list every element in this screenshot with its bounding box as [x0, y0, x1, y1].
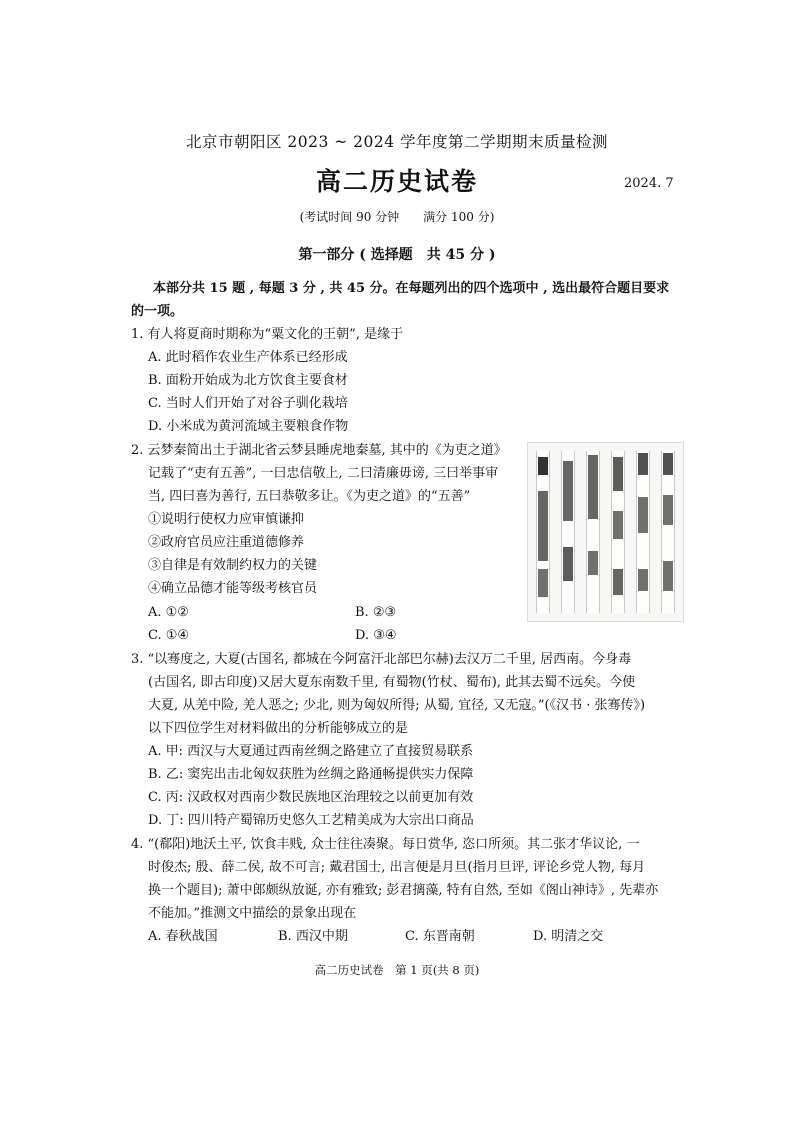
question-stem: 2. 云梦秦简出土于湖北省云梦县睡虎地秦墓, 其中的《为吏之道》	[131, 443, 507, 458]
bamboo-slip	[586, 451, 600, 613]
paper-title: 高二历史试卷	[315, 167, 478, 196]
statement-2: ②政府官员应注重道德修养	[148, 535, 305, 550]
question-stem-cont: 当, 四曰喜为善行, 五曰恭敬多让。《为吏之道》的“五善”	[148, 489, 471, 504]
option-c: C. 丙: 汉政权对西南少数民族地区治理较之以前更加有效	[148, 790, 474, 805]
bamboo-slips-image	[527, 442, 684, 622]
option-c: C. 东晋南朝	[405, 929, 475, 944]
bamboo-slip	[661, 451, 675, 613]
option-b: B. ②③	[355, 605, 397, 620]
option-c: C. ①④	[148, 628, 190, 643]
section-title: 第一部分 ( 选择题 共 45 分 )	[298, 247, 496, 263]
statement-1: ①说明行使权力应审慎谦抑	[148, 512, 305, 527]
option-d: D. ③④	[355, 628, 397, 643]
question-stem-cont: 换一个题目); 萧中郎颇纵放诞, 亦有雅致; 彭君摛藻, 特有自然, 至如《阁山神诗》, 先辈亦	[148, 883, 659, 898]
option-a: A. ①②	[148, 605, 189, 620]
option-d: D. 小米成为黄河流域主要粮食作物	[148, 419, 349, 434]
question-stem-cont: 不能加。”推测文中描绘的景象出现在	[148, 906, 357, 921]
exam-title: 北京市朝阳区 2023 ~ 2024 学年度第二学期期末质量检测	[185, 133, 609, 151]
question-stem-cont: (古国名, 即古印度)又居大夏东南数千里, 有蜀物(竹杖、蜀布), 此其去蜀不远矣。今使	[148, 675, 636, 690]
question-stem: 1. 有人将夏商时期称为“粟文化的王朝”, 是缘于	[131, 327, 404, 342]
question-stem-cont: 以下四位学生对材料做出的分析能够成立的是	[148, 721, 409, 736]
question-stem-cont: 记载了“吏有五善”, 一曰忠信敬上, 二曰清廉毋谤, 三曰举事审	[148, 466, 499, 481]
exam-date: 2024. 7	[624, 176, 674, 191]
question-stem: 3. “以骞度之, 大夏(古国名, 都城在今阿富汗北部巴尔赫)去汉万二千里, 居西南。今身毒	[131, 652, 632, 667]
statement-3: ③自律是有效制约权力的关键	[148, 558, 318, 573]
section-instructions-cont: 的一项。	[131, 304, 184, 319]
option-a: A. 春秋战国	[148, 929, 218, 944]
page-footer: 高二历史试卷 第 1 页(共 8 页)	[314, 963, 480, 977]
question-stem-cont: 大夏, 从羌中险, 羌人恶之; 少北, 则为匈奴所得; 从蜀, 宜径, 又无寇。”(《汉书 · 张骞传》)	[148, 698, 646, 713]
bamboo-slip	[561, 451, 575, 613]
bamboo-slip	[536, 451, 550, 613]
question-stem: 4. “(郗阳)地沃土平, 饮食丰贱, 众士往往凑聚。每日赏华, 恣口所须。其二张才华议论, 一	[131, 837, 640, 852]
bamboo-slip	[636, 451, 650, 613]
option-b: B. 西汉中期	[278, 929, 348, 944]
option-a: A. 此时稻作农业生产体系已经形成	[148, 350, 348, 365]
bamboo-slip	[611, 451, 625, 613]
option-d: D. 明清之交	[533, 929, 604, 944]
option-b: B. 乙: 窦宪出击北匈奴获胜为丝绸之路通畅提供实力保障	[148, 767, 474, 782]
option-b: B. 面粉开始成为北方饮食主要食材	[148, 373, 348, 388]
question-stem-cont: 时俊杰; 殷、薛二侯, 故不可言; 戴君国士, 出言便是月旦(指月旦评, 评论乡党人物, 每月	[148, 860, 646, 875]
exam-info: (考试时间 90 分钟 满分 100 分)	[299, 210, 495, 224]
option-c: C. 当时人们开始了对谷子驯化栽培	[148, 396, 348, 411]
option-a: A. 甲: 西汉与大夏通过西南丝绸之路建立了直接贸易联系	[148, 744, 474, 759]
section-instructions: 本部分共 15 题 , 每题 3 分 , 共 45 分。在每题列出的四个选项中 , 选出最符合题目要求	[153, 281, 670, 296]
option-d: D. 丁: 四川特产蜀锦历史悠久工艺精美成为大宗出口商品	[148, 813, 474, 828]
statement-4: ④确立品德才能等级考核官员	[148, 581, 318, 596]
